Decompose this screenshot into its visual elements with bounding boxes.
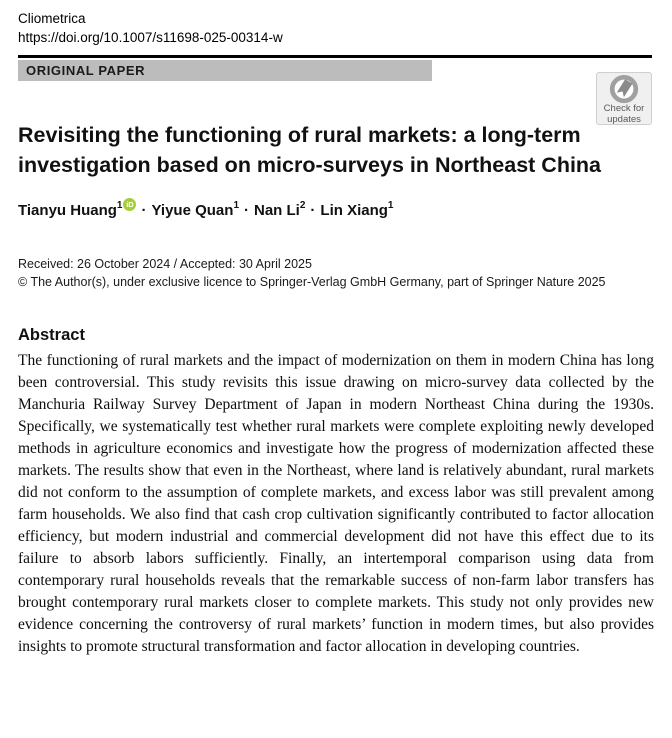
author-separator: · [310, 202, 316, 219]
header-divider [18, 55, 652, 58]
author-separator: · [244, 202, 249, 219]
abstract-text: The functioning of rural markets and the impact of modernization on them in modern China has long been controversial. This study revisits this issue drawing on micro-survey data collected by the Manchuria Railway Survey Department of Japan in modern Northeast China during the 1930s. Specifically, we systematically test whether rural markets were complete exploiting newly developed methods in agriculture economics and investigate how the progress of modernization affected these markets. The results show that even in the Northeast, where land is relatively abundant, rural markets did not conform to the assumption of complete markets, and excess labor was still prevalent among farm households. We also find that cash crop cultivation significantly contributed to factor allocation efficiency, but modern industrial and commercial development did not have this effect due to its failure to absorb labors sufficiently. Finally, an intertemporal comparison using data from contemporary rural households reveals that the remarkable success of non-farm labor transfers has brought contemporary rural markets closer to complete markets. This study not only provides new evidence concerning the controversy of rural markets’ function in modern times, but also provides insights to promote structural transformation and factor allocation in developing countries. [18, 352, 654, 655]
orcid-icon[interactable]: iD [123, 198, 136, 211]
received-accepted-line: Received: 26 October 2024 / Accepted: 30 April 2025 [18, 257, 312, 271]
article-title-line1: Revisiting the functioning of rural markets: a long-term [18, 123, 581, 147]
author-affiliation-sup: 1 [387, 200, 394, 211]
author-affiliation-sup: 1 [116, 200, 123, 211]
author-list [18, 201, 658, 219]
author: Tianyu Huang$^1$ [18, 200, 123, 219]
check-for-updates-badge[interactable] [596, 72, 652, 125]
author: Nan Li$^2$ [254, 200, 306, 219]
abstract-heading: Abstract [18, 326, 85, 344]
copyright-line: © The Author(s), under exclusive licence to Springer-Verlag GmbH Germany, part of Springer Nature 2025 [18, 275, 606, 289]
crossmark-label-line2: updates [607, 113, 641, 125]
crossmark-label-line1: Check for [603, 103, 645, 114]
author-affiliation-sup: 1 [233, 200, 239, 211]
author-separator: · [141, 202, 147, 219]
article-title [18, 120, 658, 180]
article-title-line2: investigation based on micro-surveys in Northeast China [18, 153, 602, 177]
author: Yiyue Quan$^1$ [151, 200, 239, 219]
author: Lin Xiang$^1$ [320, 200, 394, 219]
doi-link[interactable]: https://doi.org/10.1007/s11698-025-00314-w [18, 30, 283, 45]
article-type-banner: ORIGINAL PAPER [18, 60, 432, 81]
crossmark-icon [607, 73, 641, 106]
journal-title: Cliometrica [18, 11, 86, 26]
author-affiliation-sup: 2 [299, 200, 306, 211]
